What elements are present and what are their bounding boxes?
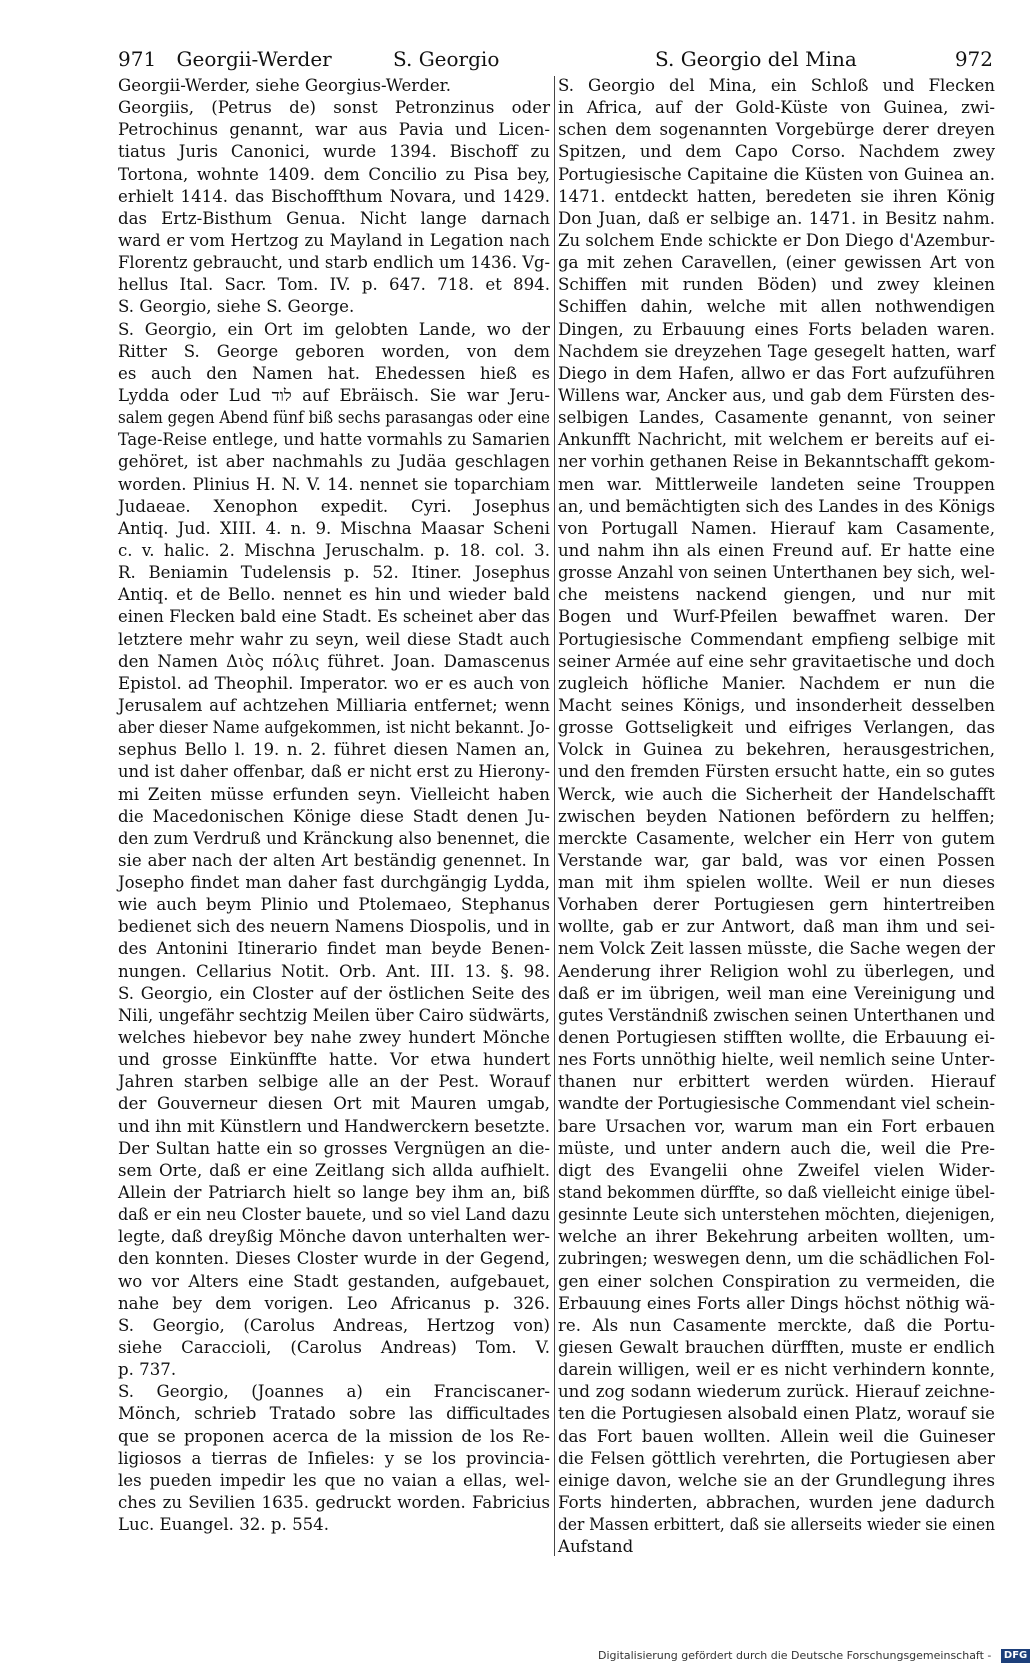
- text-line: S. Georgio, (Carolus Andreas, Hertzog von): [118, 1315, 550, 1335]
- text-line: S. Georgio, ein Ort im gelobten Lande, wo der: [118, 319, 550, 339]
- text-line: den zum Verdruß und Kränckung also benennet, die: [118, 828, 550, 848]
- text-line: bare Ursachen vor, warum man ein Fort erbauen: [558, 1116, 995, 1136]
- text-line: digt des Evangelii ohne Zweifel vielen Wider-: [558, 1160, 995, 1180]
- text-line: einige davon, welche sie an der Grundlegung ihres: [558, 1470, 995, 1490]
- text-line: Epistol. ad Theophil. Imperator. wo er es auch von: [118, 673, 550, 693]
- text-line: die Macedonischen Könige diese Stadt denen Ju-: [118, 806, 550, 826]
- left-text-column: [118, 75, 550, 1536]
- text-line: Ritter S. George geboren worden, von dem: [118, 341, 550, 361]
- text-line: sem Orte, daß er eine Zeitlang sich allda aufhielt.: [118, 1160, 550, 1180]
- text-line: selbigen Landes, Casamente genannt, von seiner: [558, 408, 995, 428]
- text-line: Tortona, wohnte 1409. dem Concilio zu Pisa bey,: [118, 164, 550, 184]
- text-line: salem gegen Abend fünf biß sechs parasangas oder eine: [118, 408, 550, 428]
- text-line: S. Georgio, (Joannes a) ein Franciscaner-: [118, 1382, 550, 1402]
- text-line: Spitzen, und dem Capo Corso. Nachdem zwey: [558, 142, 995, 162]
- text-line: che meistens nackend giengen, und nur mit: [558, 585, 995, 605]
- running-title-right: S. Georgio del Mina: [655, 47, 857, 71]
- text-line: Don Juan, daß er selbige an. 1471. in Besitz nahm.: [558, 208, 995, 228]
- text-line: hellus Ital. Sacr. Tom. IV. p. 647. 718. et 894.: [118, 275, 550, 295]
- text-line: seiner Armée auf eine sehr gravitaetische und doch: [558, 651, 995, 671]
- text-line: der Gouverneur diesen Ort mit Mauren umgab,: [118, 1094, 550, 1114]
- text-line: einen Flecken bald eine Stadt. Es scheinet aber das: [118, 607, 550, 627]
- digitization-credit: [598, 1648, 1030, 1664]
- text-line: Bogen und Wurf-Pfeilen bewaffnet waren. Der: [558, 607, 995, 627]
- credit-text: Digitalisierung gefördert durch die Deutsche Forschungsgemeinschaft -: [598, 1649, 992, 1662]
- text-line: gen einer solchen Conspiration zu vermeiden, die: [558, 1271, 995, 1291]
- text-line: Vorhaben derer Portugiesen gern hintertreiben: [558, 895, 995, 915]
- text-line: wo vor Alters eine Stadt gestanden, aufgebauet,: [118, 1271, 550, 1291]
- running-header-left: [118, 44, 500, 74]
- text-line: Tage-Reise entlege, und hatte vormahls zu Samarien: [118, 430, 550, 450]
- text-line: man mit ihm spielen wollte. Weil er nun dieses: [558, 873, 995, 893]
- text-line: Petrochinus genannt, war aus Pavia und Licen-: [118, 120, 550, 140]
- text-line: wie auch beym Plinio und Ptolemaeo, Stephanus: [118, 895, 550, 915]
- running-title-middle: S. Georgio: [393, 47, 500, 71]
- text-line: Portugiesische Commendant empfieng selbige mit: [558, 629, 995, 649]
- text-line: Allein der Patriarch hielt so lange bey ihm an, biß: [118, 1183, 550, 1203]
- text-line: grosse Anzahl von seinen Unterthanen bey sich, wel-: [558, 563, 995, 583]
- text-line: Antiq. Jud. XIII. 4. n. 9. Mischna Maasar Scheni: [118, 518, 550, 538]
- text-line: welche an ihrer Bekehrung arbeiten wollten, um-: [558, 1227, 995, 1247]
- text-line: merckte Casamente, welcher ein Herr von gutem: [558, 828, 995, 848]
- text-line: p. 737.: [118, 1360, 177, 1380]
- text-line: schen dem sogenannten Vorgebürge derer dreyen: [558, 120, 995, 140]
- text-line: und den fremden Fürsten ersucht hatte, ein so gutes: [558, 762, 995, 782]
- text-line: und ihn mit Künstlern und Handwerckern besetzte.: [118, 1116, 550, 1136]
- text-line: tiatus Juris Canonici, wurde 1394. Bischoff zu: [118, 142, 550, 162]
- text-line: Jerusalem auf achtzehen Milliaria entfernet; wenn: [118, 695, 550, 715]
- text-line: Nili, ungefähr sechtzig Meilen über Cairo südwärts,: [118, 1005, 550, 1025]
- text-line: R. Beniamin Tudelensis p. 52. Itiner. Josephus: [118, 563, 550, 583]
- text-line: Mönch, schrieb Tratado sobre las difficultades: [118, 1404, 550, 1424]
- text-line: gutes Verständniß zwischen seinen Unterthanen und: [558, 1005, 995, 1025]
- text-line: S. Georgio, ein Closter auf der östlichen Seite des: [118, 983, 550, 1003]
- text-line: stand bekommen dürffte, so daß vielleicht einige übel-: [558, 1183, 995, 1203]
- text-line: grosse Gottseligkeit und eifriges Verlangen, das: [558, 718, 995, 738]
- text-line: Josepho findet man daher fast durchgängig Lydda,: [118, 873, 550, 893]
- text-line: thanen nur erbittert werden würden. Hierauf: [558, 1072, 995, 1092]
- text-line: daß er ein neu Closter bauete, und so viel Land dazu: [118, 1205, 550, 1225]
- text-line: Dingen, zu Erbauung eines Forts beladen waren.: [558, 319, 995, 339]
- text-line: daß er im übrigen, weil man eine Vereinigung und: [558, 983, 995, 1003]
- text-line: mi Zeiten müsse erfunden seyn. Vielleicht haben: [118, 784, 550, 804]
- text-line: Georgiis, (Petrus de) sonst Petronzinus oder: [118, 98, 550, 118]
- text-line: an, und bemächtigten sich des Landes in des Königs: [558, 496, 995, 516]
- text-line: les pueden impedir les que no vaian a ellas, wel-: [118, 1470, 550, 1490]
- text-line: Werck, wie auch die Sicherheit der Handelschafft: [558, 784, 995, 804]
- text-line: Judaeae. Xenophon expedit. Cyri. Josephus: [118, 496, 550, 516]
- text-line: des Antonini Itinerario findet man beyde Benen-: [118, 939, 550, 959]
- text-line: S. Georgio del Mina, ein Schloß und Flecken: [558, 76, 995, 95]
- text-line: das Ertz-Bisthum Genua. Nicht lange darnach: [118, 208, 550, 228]
- text-line: siehe Caraccioli, (Carolus Andreas) Tom. V.: [118, 1338, 550, 1358]
- text-line: que se proponen acerca de la mission de los Re-: [118, 1426, 550, 1446]
- text-line: es auch den Namen hat. Ehedessen hieß es: [118, 363, 550, 383]
- text-line: Ankunfft Nachricht, mit welchem er bereits auf ei-: [558, 430, 995, 450]
- text-line: Verstande war, gar bald, was vor einen Possen: [558, 850, 995, 870]
- text-line: ga mit zehen Caravellen, (einer gewissen Art von: [558, 253, 995, 273]
- text-line: worden. Plinius H. N. V. 14. nennet sie toparchiam: [118, 474, 550, 494]
- text-line: denen Portugiesen stifften wollte, die Erbauung ei-: [558, 1028, 995, 1048]
- text-line: zugleich höfliche Manier. Nachdem er nun die: [558, 673, 995, 693]
- page-number-left: 971: [118, 47, 157, 71]
- right-text-column: [558, 75, 995, 1558]
- text-line: müste, und unter andern auch die, weil die Pre-: [558, 1138, 995, 1158]
- text-line: ten die Portugiesen alsobald einen Platz, worauf sie: [558, 1404, 995, 1424]
- text-line: von Portugall Namen. Hierauf kam Casamente,: [558, 518, 995, 538]
- text-line: legte, daß dreyßig Mönche davon unterhalten wer-: [118, 1227, 550, 1247]
- text-line: erhielt 1414. das Bischoffthum Novara, und 1429.: [118, 186, 550, 206]
- text-line: und grosse Einkünffte hatte. Vor etwa hundert: [118, 1050, 550, 1070]
- text-line: Portugiesische Capitaine die Küsten von Guinea an.: [558, 164, 995, 184]
- text-line: die Felsen göttlich verehrten, die Portugiesen aber: [558, 1448, 995, 1468]
- text-line: Florentz gebraucht, und starb endlich um 1436. Vg-: [118, 253, 550, 273]
- text-line: wollte, gab er zur Antwort, daß man ihm und sei-: [558, 917, 995, 937]
- dfg-logo: DFG: [1001, 1649, 1030, 1663]
- text-line: bedienet sich des neuern Namens Diospolis, und in: [118, 917, 550, 937]
- text-line: nem Volck Zeit lassen müsste, die Sache wegen der: [558, 939, 995, 959]
- text-line: Nachdem sie dreyzehen Tage gesegelt hatten, warf: [558, 341, 995, 361]
- text-line: S. Georgio, siehe S. George.: [118, 297, 355, 317]
- text-line: Georgii-Werder, siehe Georgius-Werder.: [118, 76, 452, 95]
- text-line: Forts hinderten, abbrachen, wurden jene dadurch: [558, 1493, 995, 1512]
- text-line: Der Sultan hatte ein so grosses Vergnügen an die-: [118, 1138, 550, 1158]
- text-line: gehöret, ist aber nachmahls zu Judäa geschlagen: [118, 452, 550, 472]
- text-line: sie aber nach der alten Art beständig genennet. In: [118, 850, 550, 870]
- text-line: men war. Mittlerweile landeten seine Trouppen: [558, 474, 995, 494]
- text-line: nahe bey dem vorigen. Leo Africanus p. 326.: [118, 1293, 550, 1313]
- text-line: der Massen erbittert, daß sie allerseits wieder sie einen: [558, 1515, 995, 1535]
- text-line: und nahm ihn als einen Freund auf. Er hatte eine: [558, 540, 995, 560]
- text-line: Aufstand: [558, 1537, 634, 1557]
- text-line: Luc. Euangel. 32. p. 554.: [118, 1515, 330, 1535]
- text-line: c. v. halic. 2. Mischna Jeruschalm. p. 18. col. 3.: [118, 540, 550, 560]
- text-line: Volck in Guinea zu bekehren, herausgestrichen,: [558, 740, 995, 760]
- text-line: Macht seines Königs, und insonderheit desselben: [558, 695, 995, 715]
- text-line: Antiq. et de Bello. nennet es hin und wieder bald: [118, 585, 550, 605]
- text-line: zubringen; weswegen denn, um die schädlichen Fol-: [558, 1249, 995, 1269]
- text-line: nungen. Cellarius Notit. Orb. Ant. III. 13. §. 98.: [118, 961, 550, 981]
- text-line: 1471. entdeckt hatten, beredeten sie ihren König: [558, 186, 995, 206]
- text-line: Schiffen dahin, welche mit allen nothwendigen: [558, 297, 995, 317]
- text-line: das Fort bauen wollten. Allein weil die Guineser: [558, 1426, 995, 1446]
- text-line: welches hiebevor bey nahe zwey hundert Mönche: [118, 1028, 550, 1048]
- text-line: ward er vom Hertzog zu Mayland in Legation nach: [118, 230, 550, 250]
- text-line: Erbauung eines Forts aller Dings höchst nöthig wä-: [558, 1293, 995, 1313]
- text-line: Willens war, Ancker aus, und gab dem Fürsten des-: [558, 385, 995, 405]
- text-line: den Namen Διὸς πόλις führet. Joan. Damascenus: [118, 651, 550, 671]
- text-line: und zog sodann wiederum zurück. Hierauf zeichne-: [558, 1382, 995, 1402]
- page-number-right: 972: [954, 47, 993, 71]
- text-line: Lydda oder Lud לוד auf Ebräisch. Sie war Jeru-: [118, 385, 550, 405]
- text-line: Diego in dem Hafen, allwo er das Fort aufzuführen: [558, 363, 995, 383]
- text-line: wandte der Portugiesische Commendant viel schein-: [558, 1094, 995, 1114]
- text-line: ligiosos a tierras de Infieles: y se los provincia-: [118, 1448, 550, 1468]
- text-line: ner vorhin gethanen Reise in Bekanntschafft gekom-: [558, 452, 995, 472]
- text-line: gesinnte Leute sich unterstehen möchten, diejenigen,: [558, 1205, 995, 1225]
- text-line: aber dieser Name aufgekommen, ist nicht bekannt. Jo-: [118, 718, 550, 738]
- running-header-right: [655, 44, 993, 74]
- text-line: giesen Gewalt brauchen dürfften, muste er endlich: [558, 1338, 995, 1358]
- text-line: Jahren starben selbige alle an der Pest. Worauf: [118, 1072, 550, 1092]
- text-line: Schiffen mit runden Böden) und zwey kleinen: [558, 275, 995, 295]
- text-line: darein willigen, weil er es nicht verhindern konnte,: [558, 1360, 995, 1380]
- text-line: Aenderung ihrer Religion wohl zu überlegen, und: [558, 961, 995, 981]
- text-line: re. Als nun Casamente merckte, daß die Portu-: [558, 1315, 995, 1335]
- text-line: den konnten. Dieses Closter wurde in der Gegend,: [118, 1249, 550, 1269]
- text-line: letztere mehr wahr zu seyn, weil diese Stadt auch: [118, 629, 550, 649]
- column-divider: [554, 76, 555, 1556]
- text-line: sephus Bello l. 19. n. 2. führet diesen Namen an,: [118, 740, 550, 760]
- text-line: Zu solchem Ende schickte er Don Diego d'Azembur-: [558, 230, 995, 250]
- text-line: zwischen beyden Nationen befördern zu helffen;: [558, 806, 995, 826]
- text-line: in Africa, auf der Gold-Küste von Guinea, zwi-: [558, 98, 995, 118]
- text-line: ches zu Sevilien 1635. gedruckt worden. Fabricius: [118, 1493, 550, 1512]
- running-title-left: Georgii-Werder: [176, 47, 332, 71]
- text-line: nes Forts unnöthig hielte, weil nemlich seine Unter-: [558, 1050, 995, 1070]
- text-line: und ist daher offenbar, daß er nicht erst zu Hierony-: [118, 762, 550, 782]
